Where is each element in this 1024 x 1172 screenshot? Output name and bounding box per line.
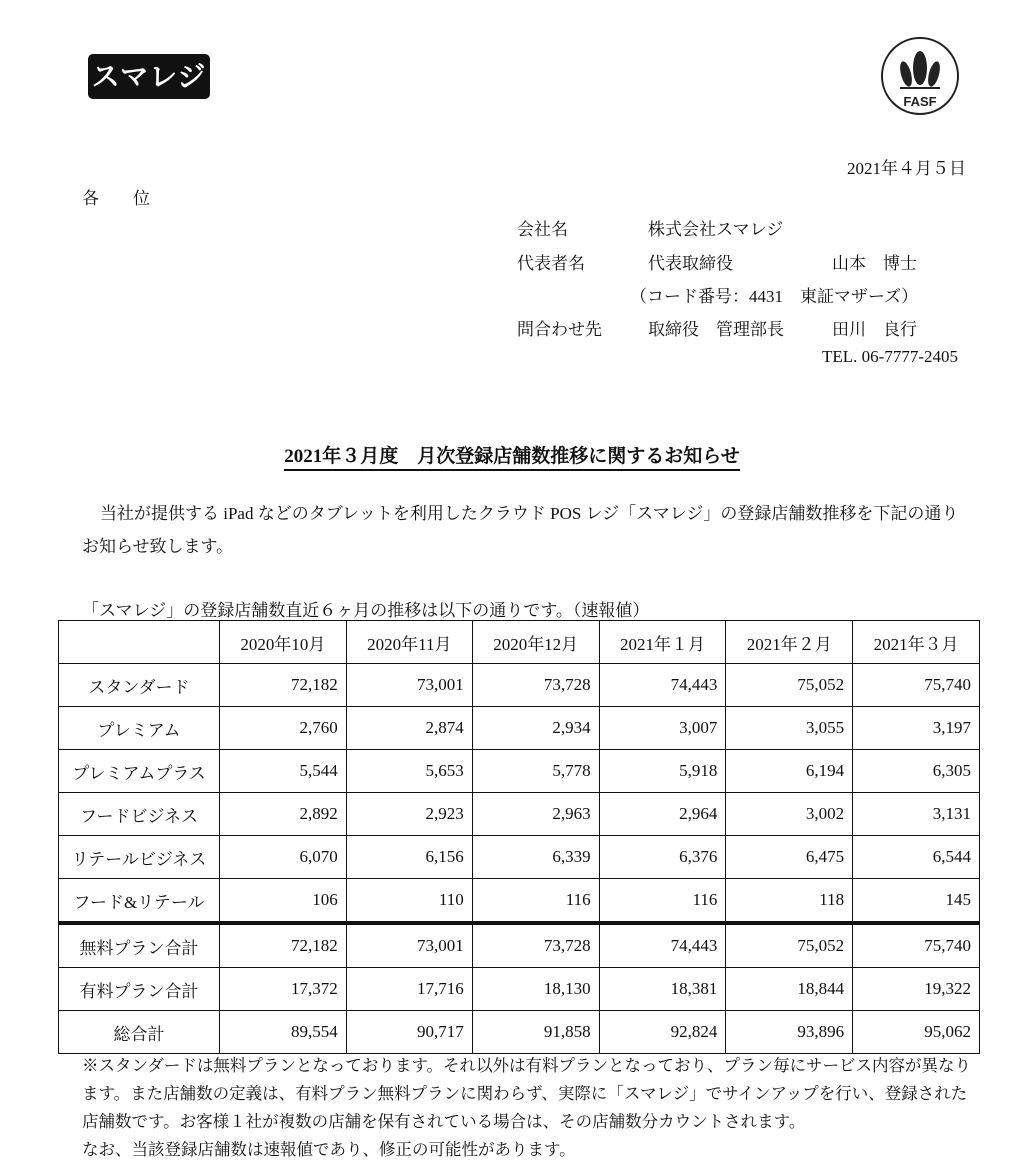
- value-cell: 91,858: [472, 1011, 599, 1054]
- corner-cell: [59, 621, 220, 664]
- note-definition: ※スタンダードは無料プランとなっております。それ以外は有料プランとなっており、プラン毎にサービス内容が異なります。また店舗数の定義は、有料プラン無料プランに関わらず、実際に「スマレジ」でサインアップを行い、登録された店舗数です。お客様１社が複数の店舗を保有されている場合は、その店舗数分カウントされます。: [82, 1056, 972, 1131]
- value-cell: 92,824: [599, 1011, 726, 1054]
- value-cell: 18,381: [599, 968, 726, 1011]
- column-header: 2021年２月: [726, 621, 853, 664]
- value-cell: 74,443: [599, 664, 726, 707]
- value-cell: 73,001: [346, 923, 472, 968]
- row-label: フードビジネス: [59, 793, 220, 836]
- value-cell: 106: [220, 879, 347, 924]
- value-cell: 72,182: [220, 923, 347, 968]
- representative-label: 代表者名: [517, 254, 585, 273]
- value-cell: 5,778: [472, 750, 599, 793]
- value-cell: 5,918: [599, 750, 726, 793]
- value-cell: 6,475: [726, 836, 853, 879]
- table-row: [59, 664, 980, 707]
- row-label: スタンダード: [59, 664, 220, 707]
- value-cell: 2,923: [346, 793, 472, 836]
- table-row: [59, 923, 980, 968]
- column-header: 2021年１月: [599, 621, 726, 664]
- row-label: プレミアムプラス: [59, 750, 220, 793]
- value-cell: 6,376: [599, 836, 726, 879]
- value-cell: 17,372: [220, 968, 347, 1011]
- contact-tel: TEL. 06-7777-2405: [822, 347, 958, 366]
- value-cell: 2,963: [472, 793, 599, 836]
- notes: [82, 1052, 972, 1164]
- intro-paragraph: 当社が提供する iPad などのタブレットを利用したクラウド POS レジ「スマレジ」の登録店舗数推移を下記の通りお知らせ致します。: [82, 504, 959, 556]
- value-cell: 2,892: [220, 793, 347, 836]
- contact-name: 田川 良行: [832, 320, 917, 339]
- row-label: フード&リテール: [59, 879, 220, 924]
- document-title: 2021年３月度 月次登録店舗数推移に関するお知らせ: [0, 441, 1024, 468]
- table-row: [59, 836, 980, 879]
- value-cell: 3,055: [726, 707, 853, 750]
- representative-title: 代表取締役: [648, 254, 733, 273]
- value-cell: 116: [599, 879, 726, 924]
- value-cell: 73,728: [472, 664, 599, 707]
- row-label: 無料プラン合計: [59, 923, 220, 968]
- value-cell: 2,874: [346, 707, 472, 750]
- store-count-table: [58, 620, 980, 1054]
- value-cell: 110: [346, 879, 472, 924]
- value-cell: 6,194: [726, 750, 853, 793]
- value-cell: 73,728: [472, 923, 599, 968]
- value-cell: 90,717: [346, 1011, 472, 1054]
- table-row: [59, 968, 980, 1011]
- value-cell: 6,544: [853, 836, 980, 879]
- fasf-seal-logo: [878, 36, 962, 116]
- value-cell: 3,007: [599, 707, 726, 750]
- value-cell: 5,653: [346, 750, 472, 793]
- value-cell: 6,305: [853, 750, 980, 793]
- note-preliminary: なお、当該登録店舗数は速報値であり、修正の可能性があります。: [82, 1140, 576, 1159]
- value-cell: 95,062: [853, 1011, 980, 1054]
- value-cell: 3,002: [726, 793, 853, 836]
- value-cell: 73,001: [346, 664, 472, 707]
- representative-name: 山本 博士: [832, 254, 917, 273]
- svg-text:FASF: FASF: [903, 94, 937, 109]
- contact-title: 取締役 管理部長: [648, 320, 784, 339]
- value-cell: 5,544: [220, 750, 347, 793]
- column-header: 2020年10月: [220, 621, 347, 664]
- value-cell: 116: [472, 879, 599, 924]
- table-row: [59, 1011, 980, 1054]
- row-label: 有料プラン合計: [59, 968, 220, 1011]
- table-row: [59, 879, 980, 924]
- document-date: 2021年４月５日: [847, 159, 966, 178]
- value-cell: 17,716: [346, 968, 472, 1011]
- value-cell: 3,197: [853, 707, 980, 750]
- smaregi-logo: スマレジ: [88, 54, 210, 99]
- table-row: [59, 707, 980, 750]
- value-cell: 3,131: [853, 793, 980, 836]
- value-cell: 18,130: [472, 968, 599, 1011]
- table-row: [59, 750, 980, 793]
- column-header: 2021年３月: [853, 621, 980, 664]
- value-cell: 93,896: [726, 1011, 853, 1054]
- stock-code: （コード番号：4431 東証マザーズ）: [630, 287, 919, 306]
- company-label: 会社名: [517, 220, 568, 239]
- value-cell: 6,156: [346, 836, 472, 879]
- contact-label: 問合わせ先: [517, 320, 602, 339]
- table-header-row: [59, 621, 980, 664]
- table-caption: 「スマレジ」の登録店舗数直近６ヶ月の推移は以下の通りです。（速報値）: [82, 601, 650, 620]
- row-label: リテールビジネス: [59, 836, 220, 879]
- value-cell: 75,052: [726, 664, 853, 707]
- row-label: プレミアム: [59, 707, 220, 750]
- value-cell: 6,339: [472, 836, 599, 879]
- value-cell: 2,760: [220, 707, 347, 750]
- value-cell: 2,934: [472, 707, 599, 750]
- value-cell: 89,554: [220, 1011, 347, 1054]
- value-cell: 75,740: [853, 664, 980, 707]
- addressee: 各 位: [82, 189, 150, 208]
- value-cell: 19,322: [853, 968, 980, 1011]
- value-cell: 118: [726, 879, 853, 924]
- value-cell: 145: [853, 879, 980, 924]
- value-cell: 6,070: [220, 836, 347, 879]
- column-header: 2020年12月: [472, 621, 599, 664]
- company-value: 株式会社スマレジ: [648, 220, 784, 239]
- value-cell: 72,182: [220, 664, 347, 707]
- value-cell: 75,052: [726, 923, 853, 968]
- table-row: [59, 793, 980, 836]
- value-cell: 75,740: [853, 923, 980, 968]
- value-cell: 74,443: [599, 923, 726, 968]
- row-label: 総合計: [59, 1011, 220, 1054]
- column-header: 2020年11月: [346, 621, 472, 664]
- value-cell: 18,844: [726, 968, 853, 1011]
- value-cell: 2,964: [599, 793, 726, 836]
